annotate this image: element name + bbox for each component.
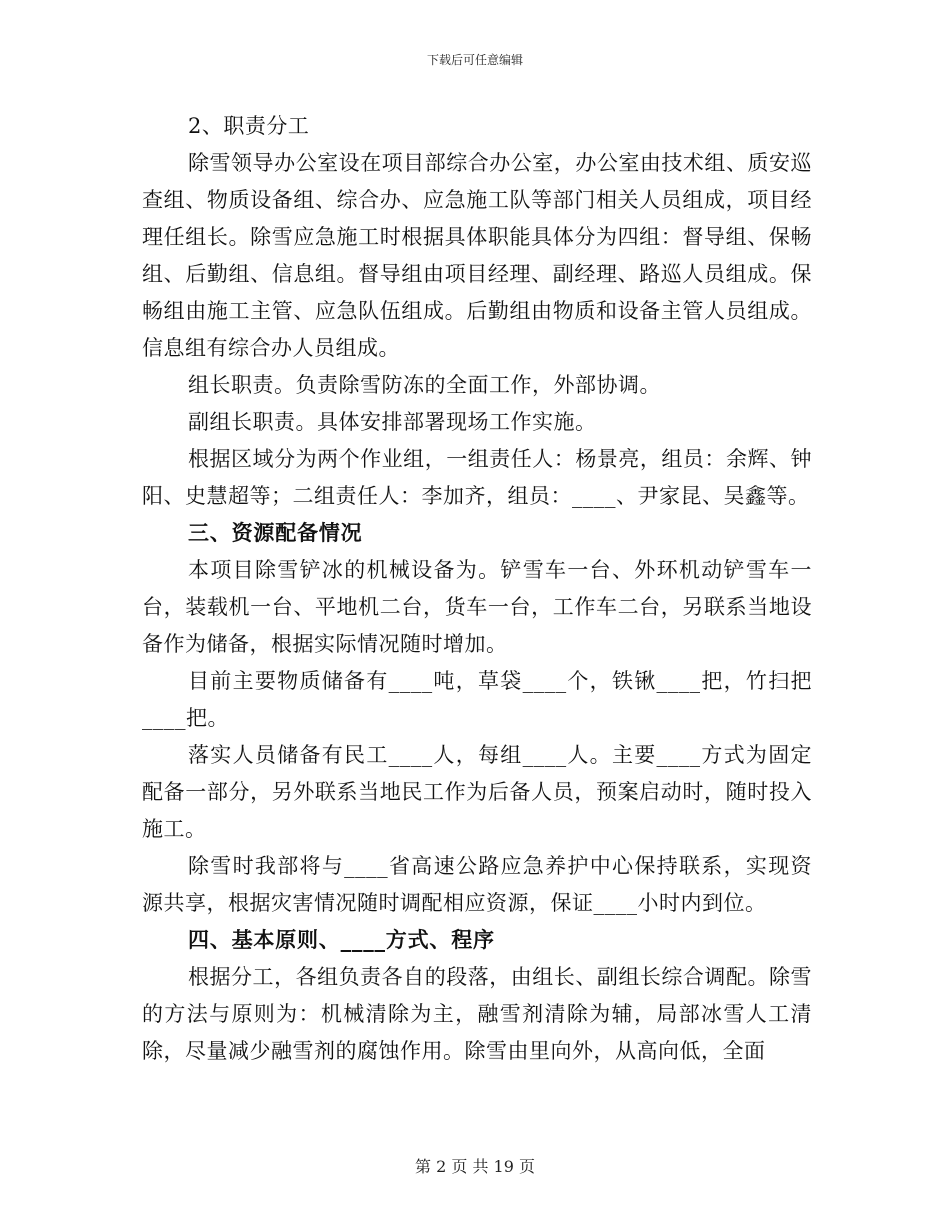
body-paragraph: 根据分工，各组负责各自的段落，由组长、副组长综合调配。除雪的方法与原则为：机械清除为主，融雪剂清除为辅，局部冰雪人工清除，尽量减少融雪剂的腐蚀作用。除雪由里向外，从高向低，全面 xyxy=(142,965,812,1063)
document-body xyxy=(142,108,812,1070)
body-paragraph: 目前主要物质储备有____吨，草袋____个，铁锹____把，竹扫把____把。 xyxy=(142,669,812,730)
body-paragraph: 除雪时我部将与____省高速公路应急养护中心保持联系，实现资源共享，根据灾害情况随时调配相应资源，保证____小时内到位。 xyxy=(142,854,812,915)
body-paragraph: 根据区域分为两个作业组，一组责任人：杨景亮，组员：余辉、钟阳、史慧超等；二组责任人：李加齐，组员：____、尹家昆、吴鑫等。 xyxy=(142,447,812,508)
body-paragraph: 落实人员储备有民工____人，每组____人。主要____方式为固定配备一部分，另外联系当地民工作为后备人员，预案启动时，随时投入施工。 xyxy=(142,743,812,841)
section-heading: 四、基本原则、____方式、程序 xyxy=(188,928,495,952)
body-paragraph: 副组长职责。具体安排部署现场工作实施。 xyxy=(188,410,597,434)
section-heading: 三、资源配备情况 xyxy=(188,521,363,545)
body-paragraph: 组长职责。负责除雪防冻的全面工作，外部协调。 xyxy=(188,373,661,397)
body-paragraph: 本项目除雪铲冰的机械设备为。铲雪车一台、外环机动铲雪车一台，装载机一台、平地机二台，货车一台，工作车二台，另联系当地设备作为储备，根据实际情况随时增加。 xyxy=(142,558,812,656)
page-header: 下载后可任意编辑 xyxy=(426,53,523,67)
page-footer: 第 2 页 共 19 页 xyxy=(415,1157,535,1176)
body-paragraph: 除雪领导办公室设在项目部综合办公室，办公室由技术组、质安巡查组、物质设备组、综合办、应急施工队等部门相关人员组成，项目经理任组长。除雪应急施工时根据具体职能具体分为四组：督导组、保畅组、后勤组、信息组。督导组由项目经理、副经理、路巡人员组成。保畅组由施工主管、应急队伍组成。后勤组由物质和设备主管人员组成。信息组有综合办人员组成。 xyxy=(142,151,812,360)
section-subheading: 2、职责分工 xyxy=(188,114,310,138)
